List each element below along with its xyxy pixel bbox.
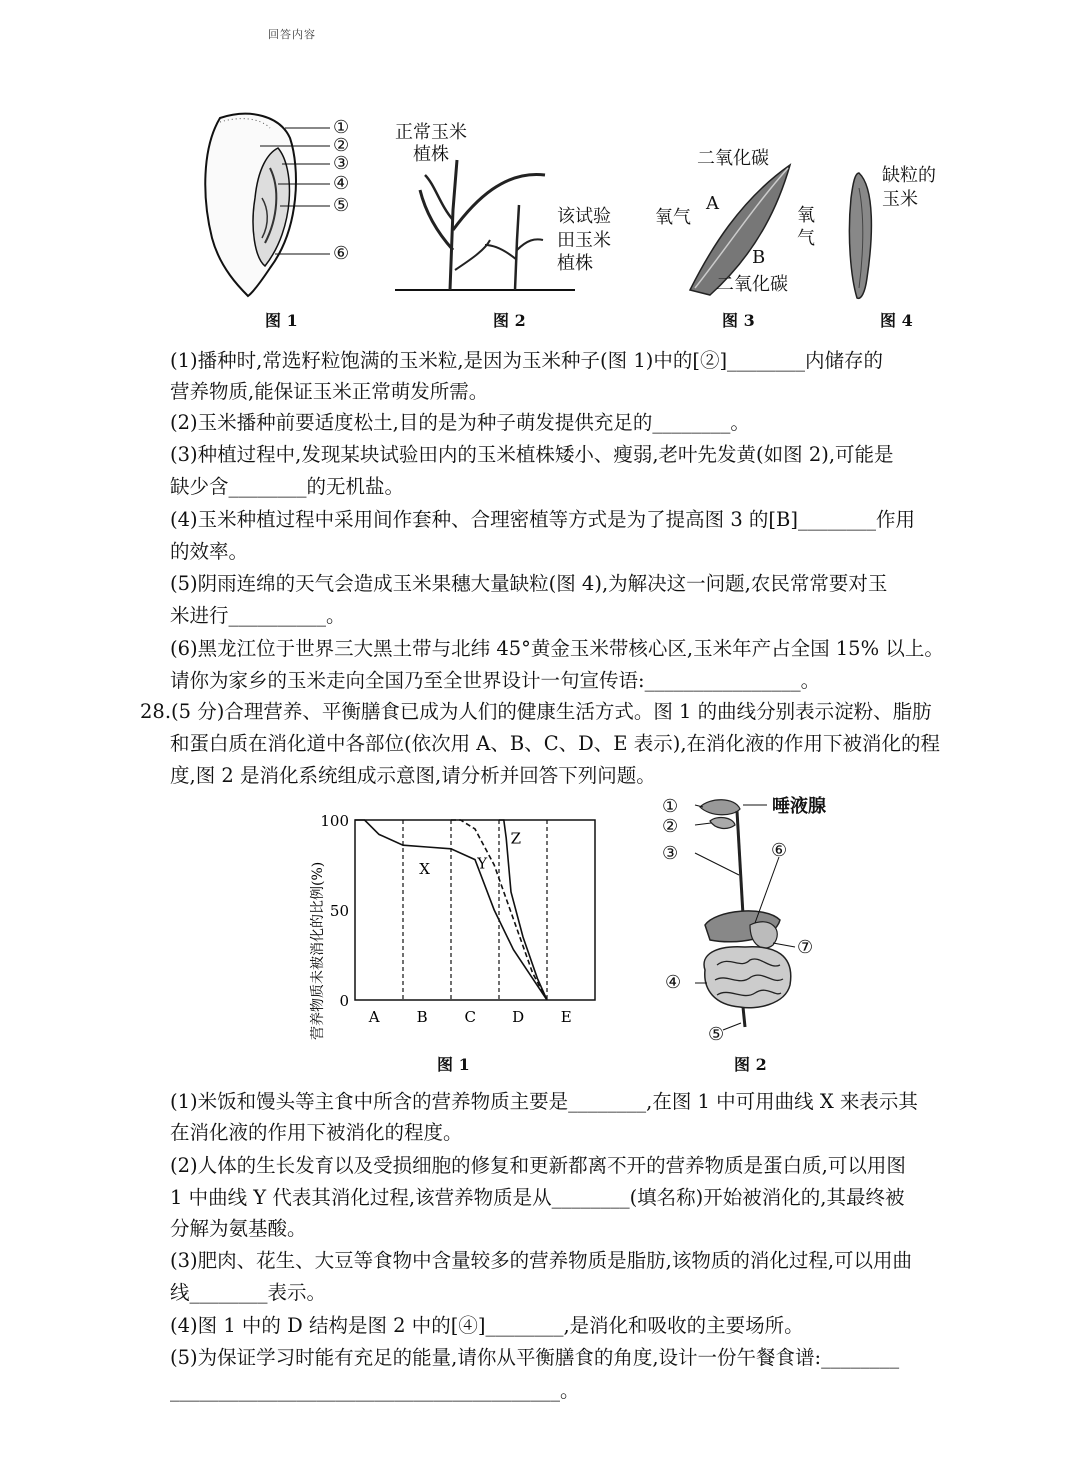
q27-line-4: (3)种植过程中,发现某块试验田内的玉米植株矮小、瘦弱,老叶先发黄(如图 2),可能是 [170,443,894,466]
digest-marker-6: ⑥ [771,840,788,861]
fig2-normal-label-1: 正常玉米 [395,122,467,143]
fig4-label-2: 玉米 [882,189,918,210]
q28-line-3: (2)人体的生长发育以及受损细胞的修复和更新都离不开的营养物质是蛋白质,可以用图 [170,1154,906,1177]
salivary-gland-label: 唾液腺 [772,796,826,817]
y-tick-label-50: 50 [329,902,349,920]
q28-line-2: 在消化液的作用下被消化的程度。 [170,1121,463,1144]
fig3-co2-bottom: 二氧化碳 [716,274,788,295]
chart-caption: 图 1 [437,1055,470,1074]
q28-line-8: (4)图 1 中的 D 结构是图 2 中的[④]________,是消化和吸收的主要场所。 [170,1314,804,1337]
q28-intro-1: 28.(5 分)合理营养、平衡膳食已成为人们的健康生活方式。图 1 的曲线分别表示淀粉、脂肪 [140,700,932,723]
fig3-letter-b: B [752,247,766,268]
fig2-caption: 图 2 [493,311,526,330]
seed-marker-5: ⑤ [333,195,350,216]
y-axis-label: 营养物质未被消化的比例(%) [310,861,326,1040]
digest-marker-2: ② [662,816,679,837]
q27-line-2: 营养物质,能保证玉米正常萌发所需。 [170,380,489,403]
fig3-o2-right-2: 气 [797,228,815,249]
fig2-test-label-3: 植株 [557,253,593,274]
corn-ear-diagram [845,168,885,303]
digest-marker-3: ③ [662,843,679,864]
digestive-system-diagram [655,795,855,1045]
q27-line-1: (1)播种时,常选籽粒饱满的玉米粒,是因为玉米种子(图 1)中的[②]________内储存的 [170,349,884,372]
seed-marker-2: ② [333,135,350,156]
series-line-Z [499,820,547,1000]
fig3-caption: 图 3 [722,311,755,330]
digest-marker-5: ⑤ [708,1024,725,1045]
q28-line-5: 分解为氨基酸。 [170,1217,307,1240]
x-tick-label-A: A [368,1008,380,1026]
fig3-o2-left: 氧气 [655,207,691,228]
fig3-o2-right-1: 氧 [797,205,815,226]
q28-line-10: ________________________________________。 [170,1379,580,1402]
q27-line-7: 的效率。 [170,540,249,563]
q27-line-6: (4)玉米种植过程中采用间作套种、合理密植等方式是为了提高图 3 的[B]________作用 [170,508,915,531]
top-mark: 回答内容 [268,28,316,41]
corn-plants-diagram [395,150,575,295]
q27-line-10: (6)黑龙江位于世界三大黑土带与北纬 45°黄金玉米带核心区,玉米年产占全国 15% 以上。 [170,637,944,660]
fig2-test-label-2: 田玉米 [557,230,611,251]
q27-line-11: 请你为家乡的玉米走向全国乃至全世界设计一句宣传语:________________。 [170,669,821,692]
digest-marker-4: ④ [665,972,682,993]
x-tick-label-D: D [512,1008,525,1026]
q27-line-3: (2)玉米播种前要适度松土,目的是为种子萌发提供充足的________。 [170,411,750,434]
x-tick-label-C: C [464,1008,476,1026]
series-label-Y: Y [477,854,488,873]
q28-intro-2: 和蛋白质在消化道中各部位(依次用 A、B、C、D、E 表示),在消化液的作用下被消化的程 [170,732,941,755]
fig1-caption: 图 1 [265,311,298,330]
digest-marker-1: ① [662,796,679,817]
q28-intro-3: 度,图 2 是消化系统组成示意图,请分析并回答下列问题。 [170,764,656,787]
q28-line-6: (3)肥肉、花生、大豆等食物中含量较多的营养物质是脂肪,该物质的消化过程,可以用曲 [170,1249,913,1272]
digest-marker-7: ⑦ [797,937,814,958]
q28-line-7: 线________表示。 [170,1281,327,1304]
chart-frame [355,820,595,1000]
q28-line-1: (1)米饭和馒头等主食中所含的营养物质主要是________,在图 1 中可用曲线 X 来表示其 [170,1090,918,1113]
fig2-normal-label-2: 植株 [413,144,449,165]
y-tick-label-0: 0 [339,992,349,1010]
seed-marker-3: ③ [333,153,350,174]
q27-line-9: 米进行__________。 [170,604,346,627]
series-line-Y [451,820,547,1000]
q28-line-9: (5)为保证学习时能有充足的能量,请你从平衡膳食的角度,设计一份午餐食谱:________ [170,1346,900,1369]
seed-marker-4: ④ [333,173,350,194]
seed-marker-6: ⑥ [333,243,350,264]
series-label-Z: Z [510,829,522,848]
q27-line-8: (5)阴雨连绵的天气会造成玉米果穗大量缺粒(图 4),为解决这一问题,农民常常要对玉 [170,572,888,595]
fig2-test-label-1: 该试验 [557,206,611,227]
fig3-letter-a: A [706,193,719,214]
fig4-caption: 图 4 [880,311,913,330]
seed-marker-1: ① [333,117,350,138]
diagram-caption: 图 2 [734,1055,767,1074]
y-tick-label-100: 100 [320,812,349,830]
q27-line-5: 缺少含________的无机盐。 [170,475,405,498]
x-tick-label-E: E [560,1008,572,1026]
series-label-X: X [419,860,430,878]
q28-line-4: 1 中曲线 Y 代表其消化过程,该营养物质是从________(填名称)开始被消化的,其最终被 [170,1186,905,1209]
fig4-label-1: 缺粒的 [882,165,936,186]
x-tick-label-B: B [416,1008,428,1026]
digestion-curve-chart [300,800,610,1050]
fig3-co2-top: 二氧化碳 [697,148,769,169]
